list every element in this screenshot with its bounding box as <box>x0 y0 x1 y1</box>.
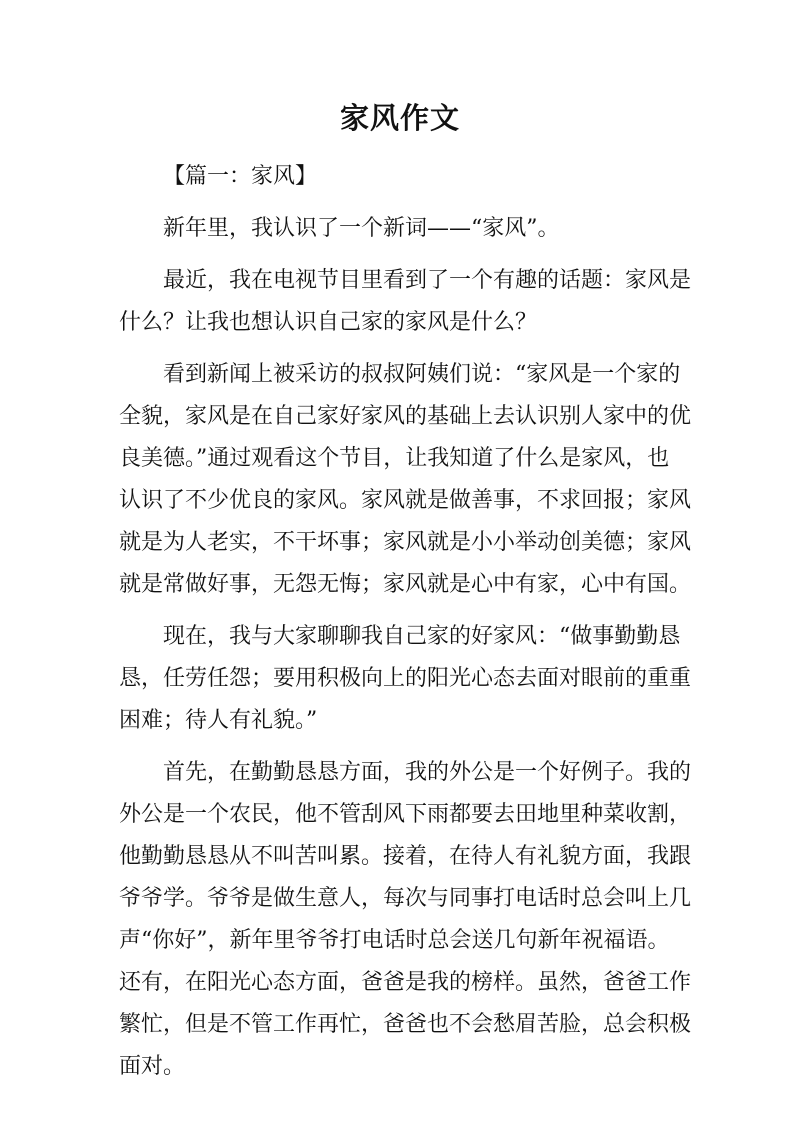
paragraph-line: 最近，我在电视节目里看到了一个有趣的话题：家风是 <box>163 268 692 293</box>
paragraph-line: 现在，我与大家聊聊我自己家的好家风：“做事勤勤恳 <box>163 624 681 649</box>
paragraph-line: 就是常做好事，无怨无悔；家风就是心中有家，心中有国。 <box>119 572 692 597</box>
paragraph-line: 看到新闻上被采访的叔叔阿姨们说：“家风是一个家的 <box>163 362 681 387</box>
paragraph-line: 外公是一个农民，他不管刮风下雨都要去田地里种菜收割， <box>119 802 692 827</box>
paragraph-line: 就是为人老实，不干坏事；家风就是小小举动创美德；家风 <box>119 530 692 555</box>
paragraph-line: 他勤勤恳恳从不叫苦叫累。接着，在待人有礼貌方面，我跟 <box>119 844 692 869</box>
paragraph-line: 困难；待人有礼貌。” <box>119 708 318 733</box>
paragraph-line: 繁忙，但是不管工作再忙，爸爸也不会愁眉苦脸，总会积极 <box>119 1012 692 1037</box>
paragraph <box>119 354 692 606</box>
paragraph-line: 还有，在阳光心态方面，爸爸是我的榜样。虽然，爸爸工作 <box>119 970 692 995</box>
document-title: 家风作文 <box>339 101 460 135</box>
paragraph <box>119 616 692 742</box>
document-body <box>119 156 692 1088</box>
paragraph-line: 面对。 <box>119 1054 186 1079</box>
paragraph-line: 全貌，家风是在自己家好家风的基础上去认识别人家中的优 <box>119 404 692 429</box>
paragraph <box>119 260 692 344</box>
paragraph <box>119 752 692 1088</box>
paragraph-line: 恳，任劳任怨；要用积极向上的阳光心态去面对眼前的重重 <box>119 666 692 691</box>
section-heading: 【篇一：家风】 <box>163 164 318 189</box>
paragraph-line: 什么？让我也想认识自己家的家风是什么？ <box>119 310 538 335</box>
paragraph-line: 首先，在勤勤恳恳方面，我的外公是一个好例子。我的 <box>163 760 692 785</box>
paragraph-line: 新年里，我认识了一个新词——“家风”。 <box>163 216 560 241</box>
paragraph-line: 声“你好”，新年里爷爷打电话时总会送几句新年祝福语。 <box>119 928 670 953</box>
paragraph-line: 良美德。”通过观看这个节目，让我知道了什么是家风，也 <box>119 446 670 471</box>
paragraph-line: 爷爷学。爷爷是做生意人，每次与同事打电话时总会叫上几 <box>119 886 692 911</box>
paragraph <box>119 208 685 250</box>
paragraph-line: 认识了不少优良的家风。家风就是做善事，不求回报；家风 <box>119 488 692 513</box>
